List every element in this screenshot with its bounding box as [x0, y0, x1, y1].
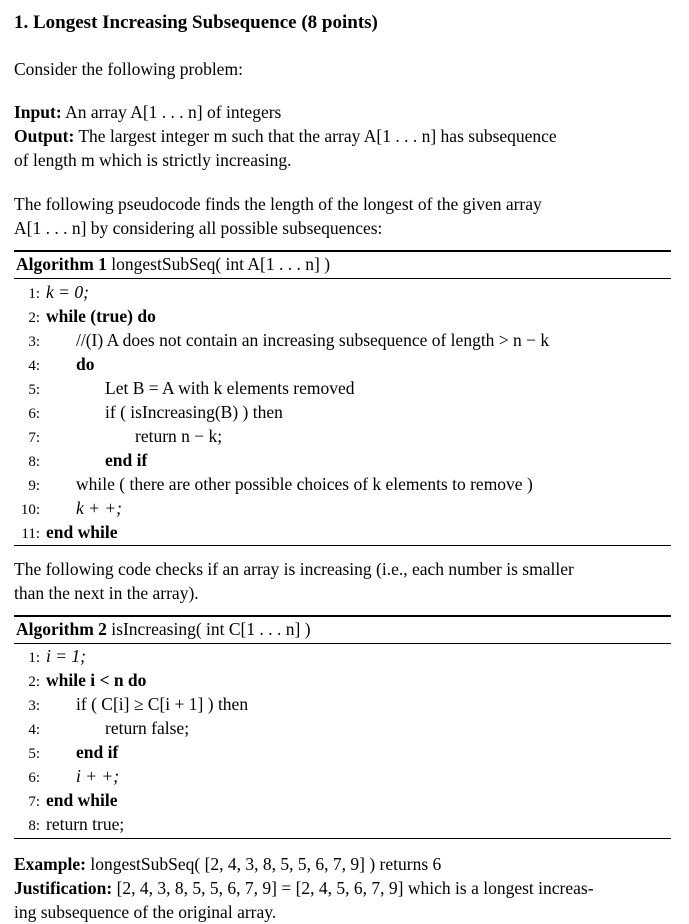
algo1-signature: longestSubSeq( int A[1 . . . n] ) — [111, 254, 331, 274]
pseudo-intro-line2: A[1 . . . n] by considering all possible subsequences: — [14, 218, 383, 238]
line-number: 4: — [28, 722, 40, 738]
code-text: if ( C[i] ≥ C[i + 1] ) then — [76, 694, 249, 714]
code-text: end while — [46, 790, 118, 810]
code-text: Let B = A with k elements removed — [105, 378, 355, 398]
code-text: return true; — [46, 814, 125, 834]
check-intro-line2: than the next in the array). — [14, 583, 199, 603]
code-text: //(I) A does not contain an increasing subsequence of length > n − k — [76, 330, 550, 350]
algo1-mid-rule — [14, 278, 671, 279]
algo2-mid-rule — [14, 643, 671, 644]
line-number: 3: — [28, 334, 40, 350]
code-text: k + +; — [76, 498, 122, 518]
algo1-bottom-rule — [14, 545, 671, 546]
algo1-line — [14, 280, 89, 304]
line-number: 11: — [21, 526, 40, 542]
input-label: Input: — [14, 102, 62, 122]
algo2-line — [14, 668, 146, 692]
line-number: 6: — [28, 406, 40, 422]
algo2-line — [14, 764, 119, 788]
code-text: k = 0; — [46, 282, 89, 302]
algo2-line — [14, 692, 248, 716]
algo2-line — [14, 812, 124, 836]
line-number: 5: — [28, 382, 40, 398]
code-text: i + +; — [76, 766, 120, 786]
justification-line2: ing subsequence of the original array. — [14, 902, 277, 922]
line-number: 2: — [28, 674, 40, 690]
code-text: return n − k; — [135, 426, 223, 446]
code-text: do — [76, 354, 95, 374]
line-number: 6: — [28, 770, 40, 786]
algo2-line — [14, 740, 118, 764]
algo1-label: Algorithm 1 — [16, 254, 107, 274]
algo1-line — [14, 328, 549, 352]
code-text: while ( there are other possible choices of k elements to remove ) — [76, 474, 533, 494]
example-text: longestSubSeq( [2, 4, 3, 8, 5, 5, 6, 7, 9] ) returns 6 — [90, 854, 442, 874]
algo2-line — [14, 644, 86, 668]
example-label: Example: — [14, 854, 86, 874]
line-number: 1: — [28, 650, 40, 666]
algo1-line — [14, 424, 222, 448]
algo1-line — [14, 448, 147, 472]
algo1-line — [14, 352, 94, 376]
problem-heading: 1. Longest Increasing Subsequence (8 points) — [14, 12, 378, 33]
algo1-line — [14, 520, 117, 544]
line-number: 9: — [28, 478, 40, 494]
check-intro-line1: The following code checks if an array is increasing (i.e., each number is smaller — [14, 559, 574, 579]
line-number: 4: — [28, 358, 40, 374]
code-text: while (true) do — [46, 306, 156, 326]
line-number: 1: — [28, 286, 40, 302]
line-number: 8: — [28, 454, 40, 470]
code-text: end if — [76, 742, 119, 762]
algo2-bottom-rule — [14, 838, 671, 839]
algo1-line — [14, 400, 283, 424]
algo1-line — [14, 496, 122, 520]
line-number: 7: — [28, 430, 40, 446]
algo2-title — [16, 619, 311, 640]
line-number: 5: — [28, 746, 40, 762]
line-number: 8: — [28, 818, 40, 834]
justification-line — [14, 876, 671, 900]
output-spec — [14, 124, 671, 148]
justification-label: Justification: — [14, 878, 113, 898]
output-label: Output: — [14, 126, 75, 146]
algo2-line — [14, 788, 117, 812]
pseudo-intro-line1: The following pseudocode finds the length of the longest of the given array — [14, 194, 542, 214]
line-number: 10: — [20, 502, 40, 518]
line-number: 7: — [28, 794, 40, 810]
algo1-line — [14, 376, 354, 400]
algo2-label: Algorithm 2 — [16, 619, 107, 639]
justification-text: [2, 4, 3, 8, 5, 5, 6, 7, 9] = [2, 4, 5, 6, 7, 9] which is a longest increas- — [116, 878, 594, 898]
example-line — [14, 852, 671, 876]
algo1-line — [14, 304, 156, 328]
code-text: while i < n do — [46, 670, 147, 690]
output-text-cont: of length m which is strictly increasing. — [14, 150, 292, 170]
input-spec — [14, 100, 671, 124]
algo2-line — [14, 716, 189, 740]
code-text: end if — [105, 450, 148, 470]
code-text: i = 1; — [46, 646, 86, 666]
input-text: An array A[1 . . . n] of integers — [65, 102, 282, 122]
algo1-title — [16, 254, 330, 275]
line-number: 2: — [28, 310, 40, 326]
code-text: if ( isIncreasing(B) ) then — [105, 402, 283, 422]
output-text: The largest integer m such that the array A[1 . . . n] has subsequence — [78, 126, 557, 146]
intro-text: Consider the following problem: — [14, 59, 243, 79]
algo1-top-rule — [14, 250, 671, 252]
line-number: 3: — [28, 698, 40, 714]
code-text: return false; — [105, 718, 190, 738]
algo1-line — [14, 472, 533, 496]
algo2-top-rule — [14, 615, 671, 617]
algo2-signature: isIncreasing( int C[1 . . . n] ) — [111, 619, 311, 639]
code-text: end while — [46, 522, 118, 542]
